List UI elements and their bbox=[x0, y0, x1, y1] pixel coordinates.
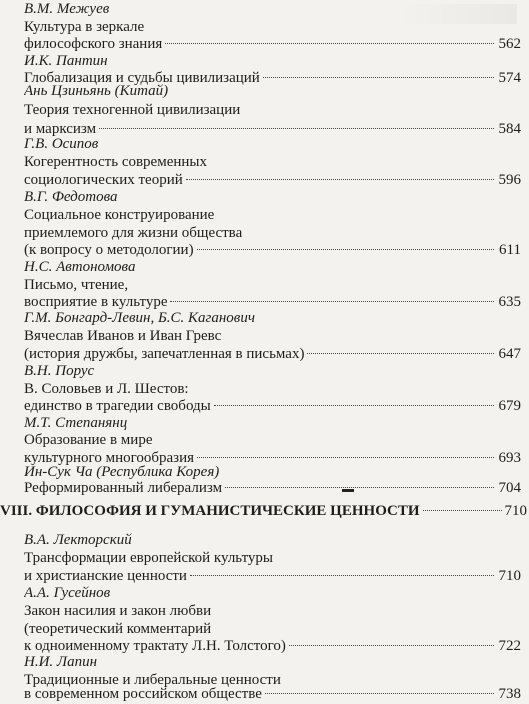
toc-title-line: Образование в мире bbox=[24, 432, 153, 448]
toc-page-number: 722 bbox=[498, 638, 521, 654]
toc-title-line: Глобализация и судьбы цивилизаций bbox=[24, 70, 260, 86]
toc-author: Ань Цзиньянь (Китай) bbox=[24, 83, 169, 99]
dot-leader bbox=[99, 128, 494, 129]
dot-leader bbox=[186, 179, 494, 180]
toc-title-line: Культура в зеркале bbox=[24, 19, 145, 35]
toc-author: Н.С. Автономова bbox=[24, 259, 136, 275]
toc-author: М.Т. Степанянц bbox=[24, 415, 128, 431]
toc-title-line: социологических теорий bbox=[24, 172, 183, 188]
dot-leader bbox=[197, 249, 494, 250]
toc-page-number: 635 bbox=[498, 294, 521, 310]
toc-entry-line[interactable] bbox=[24, 684, 521, 704]
toc-title-line: философского знания bbox=[24, 36, 163, 52]
toc-page-number: 562 bbox=[498, 36, 521, 52]
toc-page-number: 596 bbox=[498, 172, 521, 188]
toc-author: В.А. Лекторский bbox=[24, 532, 132, 548]
section-title: VIII. ФИЛОСОФИЯ И ГУМАНИСТИЧЕСКИЕ ЦЕННОСТИ bbox=[0, 503, 420, 519]
dot-leader bbox=[307, 353, 494, 354]
toc-title-line: Реформированный либерализм bbox=[24, 480, 223, 496]
toc-page-number: 611 bbox=[499, 242, 521, 258]
toc-page-number: 679 bbox=[498, 398, 521, 414]
toc-title-line: Теория техногенной цивилизации bbox=[24, 102, 241, 118]
toc-title-line: Письмо, чтение, bbox=[24, 277, 129, 293]
toc-title-line: и марксизм bbox=[24, 121, 97, 137]
dot-leader bbox=[197, 457, 494, 458]
toc-author: В.М. Межуев bbox=[24, 1, 110, 17]
toc-page-number: 704 bbox=[498, 480, 521, 496]
toc-title-line: и христианские ценности bbox=[24, 568, 187, 584]
toc-author: В.Г. Федотова bbox=[24, 189, 118, 205]
toc-page-number: 647 bbox=[498, 346, 521, 362]
toc-title-line: культурного многообразия bbox=[24, 450, 195, 466]
toc-page-number: 710 bbox=[504, 503, 527, 519]
dot-leader bbox=[170, 301, 494, 302]
toc-page-number: 574 bbox=[498, 70, 521, 86]
dot-leader bbox=[214, 405, 494, 406]
toc-page-number: 738 bbox=[498, 686, 521, 702]
dot-leader bbox=[190, 575, 494, 576]
toc-title-line: (теоретический комментарий bbox=[24, 621, 212, 637]
scan-mark bbox=[342, 489, 354, 492]
toc-entry-line[interactable] bbox=[24, 478, 521, 498]
toc-author: Г.В. Осипов bbox=[24, 136, 99, 152]
toc-title-line: В. Соловьев и Л. Шестов: bbox=[24, 381, 189, 397]
dot-leader bbox=[225, 487, 494, 488]
dot-leader bbox=[289, 645, 494, 646]
toc-page-number: 584 bbox=[498, 121, 521, 137]
toc-author: И.К. Пантин bbox=[24, 53, 108, 69]
toc-title-line: к одноименному трактату Л.Н. Толстого) bbox=[24, 638, 286, 654]
toc-page-number: 693 bbox=[498, 450, 521, 466]
toc-title-line: Традиционные и либеральные ценности bbox=[24, 672, 281, 688]
toc-title-line: Когерентность современных bbox=[24, 154, 207, 170]
toc-title-line: в современном российском обществе bbox=[24, 686, 262, 702]
toc-title-line: Трансформации европейской культуры bbox=[24, 550, 274, 566]
dot-leader bbox=[423, 510, 502, 511]
toc-author: В.Н. Порус bbox=[24, 363, 95, 379]
toc-page-number: 710 bbox=[498, 568, 521, 584]
dot-leader bbox=[165, 43, 494, 44]
toc-title-line: восприятие в культуре bbox=[24, 294, 168, 310]
toc-title-line: (история дружбы, запечатленная в письмах) bbox=[24, 346, 305, 362]
toc-author: Ин-Сук Ча (Республика Корея) bbox=[24, 464, 220, 480]
toc-title-line: единство в трагедии свободы bbox=[24, 398, 211, 414]
toc-title-line: Вячеслав Иванов и Иван Гревс bbox=[24, 328, 222, 344]
toc-title-line: приемлемого для жизни общества bbox=[24, 225, 243, 241]
toc-author: А.А. Гусейнов bbox=[24, 585, 111, 601]
toc-title-line: (к вопросу о методологии) bbox=[24, 242, 194, 258]
toc-title-line: Социальное конструирование bbox=[24, 207, 215, 223]
section-heading[interactable] bbox=[0, 500, 527, 522]
dot-leader bbox=[265, 693, 494, 694]
toc-author: Г.М. Бонгард-Левин, Б.С. Каганович bbox=[24, 310, 255, 326]
toc-title-line: Закон насилия и закон любви bbox=[24, 603, 212, 619]
toc-author: Н.И. Лапин bbox=[24, 654, 98, 670]
dot-leader bbox=[263, 77, 494, 78]
